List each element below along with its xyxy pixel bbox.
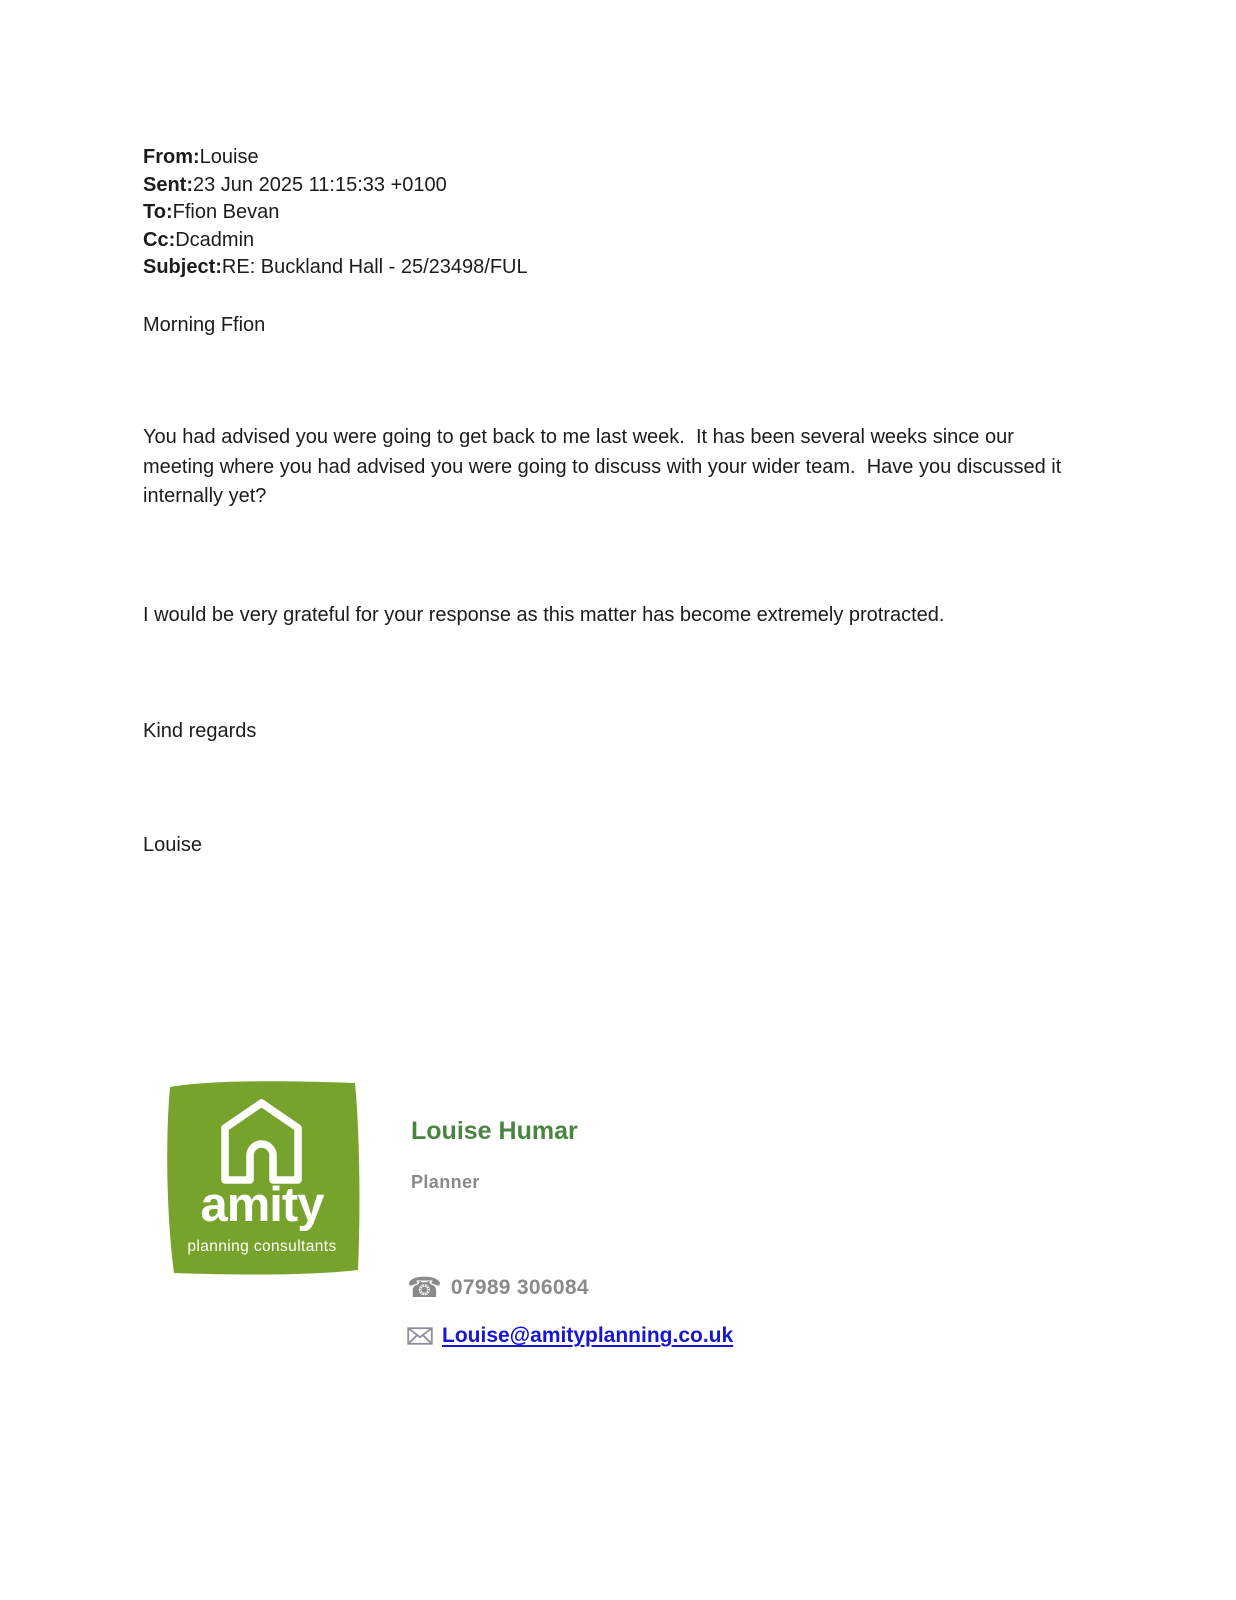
body-signoff: Louise bbox=[143, 834, 202, 856]
header-cc bbox=[143, 227, 528, 255]
signature-email-row bbox=[407, 1324, 733, 1348]
header-to-value: Ffion Bevan bbox=[172, 201, 280, 224]
signature-name: Louise Humar bbox=[411, 1117, 578, 1145]
email-address-link[interactable]: Louise@amityplanning.co.uk bbox=[442, 1324, 734, 1347]
header-cc-value: Dcadmin bbox=[175, 228, 255, 251]
envelope-icon bbox=[407, 1327, 433, 1345]
body-paragraph-1: You had advised you were going to get back to me last week. It has been several weeks since our meeting where you had advised you were going to discuss with your wider team. Have you discussed it internally yet? bbox=[143, 426, 1067, 507]
header-subject-label: Subject: bbox=[143, 256, 222, 279]
amity-logo bbox=[158, 1071, 367, 1280]
header-sent-value: 23 Jun 2025 11:15:33 +0100 bbox=[193, 173, 447, 196]
header-cc-label: Cc: bbox=[143, 228, 176, 251]
header-to bbox=[143, 199, 528, 227]
phone-number: 07989 306084 bbox=[450, 1276, 589, 1299]
amity-logo-graphic bbox=[158, 1071, 367, 1280]
header-sent-label: Sent: bbox=[143, 173, 193, 196]
logo-tagline-text: planning consultants bbox=[187, 1238, 337, 1255]
telephone-icon: ☎ bbox=[407, 1272, 442, 1303]
signature-job-title: Planner bbox=[411, 1172, 480, 1192]
header-subject bbox=[143, 254, 528, 282]
header-sent bbox=[143, 172, 528, 200]
email-headers bbox=[143, 144, 528, 282]
header-from-value: Louise bbox=[199, 146, 259, 168]
header-from-label: From: bbox=[143, 146, 200, 168]
logo-brand-text: amity bbox=[200, 1178, 324, 1232]
body-paragraph-2: I would be very grateful for your response as this matter has become extremely protracted. bbox=[143, 604, 945, 626]
signature-phone-row bbox=[407, 1274, 589, 1302]
body-greeting: Morning Ffion bbox=[143, 314, 266, 336]
header-subject-value: RE: Buckland Hall - 25/23498/FUL bbox=[221, 256, 528, 279]
header-from bbox=[143, 144, 528, 172]
header-to-label: To: bbox=[143, 201, 173, 224]
body-closing: Kind regards bbox=[143, 720, 257, 742]
